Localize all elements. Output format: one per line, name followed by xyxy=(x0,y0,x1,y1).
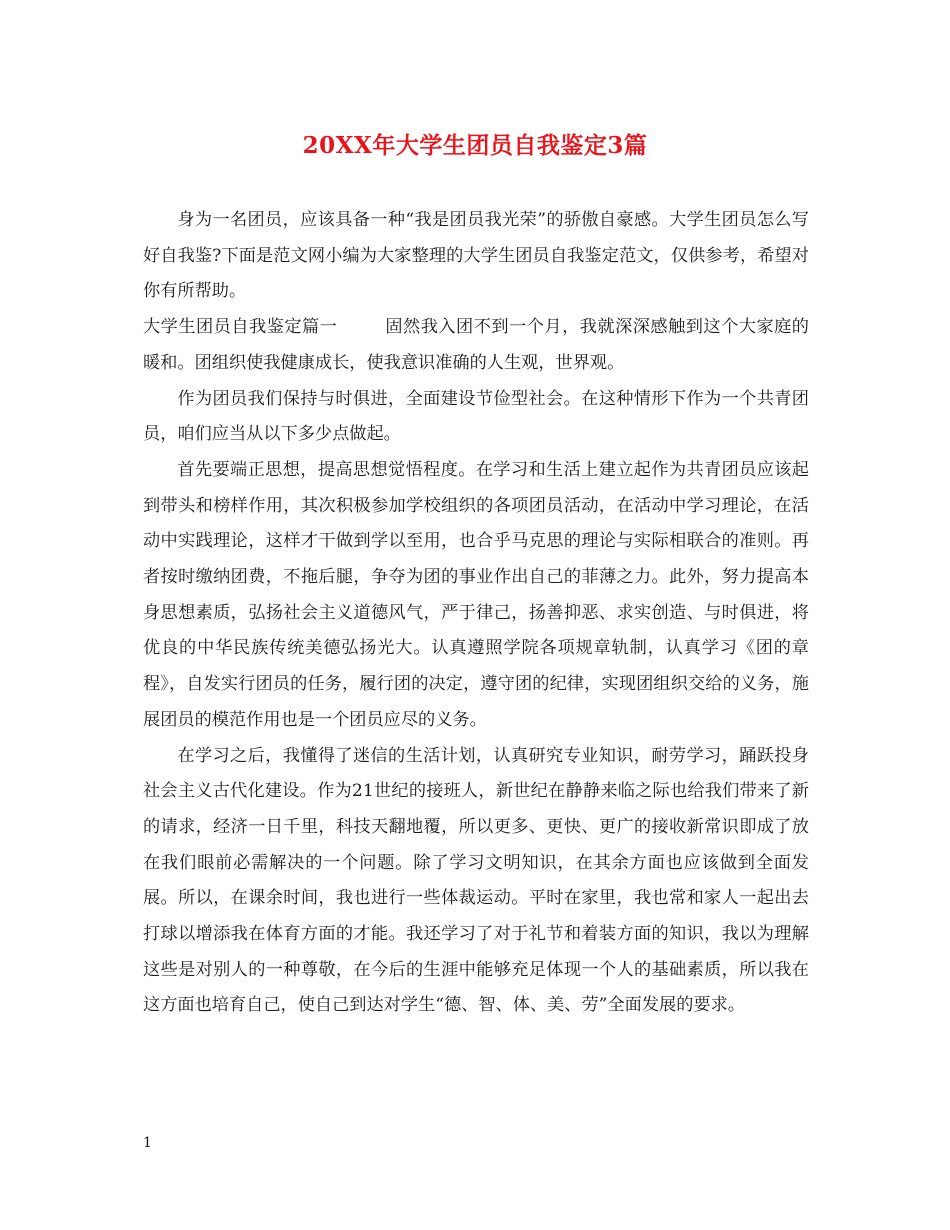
body-paragraph: 首先要端正思想，提高思想觉悟程度。在学习和生活上建立起作为共青团员应该起到带头和榜样作用，其次积极参加学校组织的各项团员活动，在活动中学习理论，在活动中实践理论，这样才干做到学以至用，也合乎马克思的理论与实际相联合的准则。再者按时缴纳团费，不拖后腿，争夺为团的事业作出自己的菲薄之力。此外，努力提高本身思想素质，弘扬社会主义道德风气，严于律己，扬善抑恶、求实创造、与时俱进，将优良的中华民族传统美德弘扬光大。认真遵照学院各项规章轨制，认真学习《团的章程》，自发实行团员的任务，履行团的决定，遵守团的纪律，实现团组织交给的义务，施展团员的模范作用也是一个团员应尽的义务。 xyxy=(143,459,809,730)
document-title: 20XX年大学生团员自我鉴定3篇 xyxy=(302,132,648,159)
section-heading: 大学生团员自我鉴定篇一 xyxy=(143,317,338,338)
document-body xyxy=(143,203,809,1024)
body-paragraph: 在学习之后，我懂得了迷信的生活计划，认真研究专业知识，耐劳学习，踊跃投身社会主义古代化建设。作为21世纪的接班人，新世纪在静静来临之际也给我们带来了新的请求，经济一日千里，科技天翻地覆，所以更多、更快、更广的接收新常识即成了放在我们眼前必需解决的一个问题。除了学习文明知识，在其余方面也应该做到全面发展。所以，在课余时间，我也进行一些体裁运动。平时在家里，我也常和家人一起出去打球以增添我在体育方面的才能。我还学习了对于礼节和着装方面的知识，我以为理解这些是对别人的一种尊敬，在今后的生涯中能够充足体现一个人的基础素质，所以我在这方面也培育自己，使自己到达对学生“德、智、体、美、劳”全面发展的要求。 xyxy=(143,745,809,1016)
page-number: 1 xyxy=(143,1135,152,1151)
section-text: 固然我入团不到一个月，我就深深感触到这个大家庭的暖和。团组织使我健康成长，使我意识准确的人生观，世界观。 xyxy=(143,317,809,373)
section-paragraph xyxy=(143,310,809,381)
body-paragraph: 作为团员我们保持与时俱进，全面建设节俭型社会。在这种情形下作为一个共青团员，咱们应当从以下多少点做起。 xyxy=(143,388,809,445)
intro-paragraph: 身为一名团员，应该具备一种“我是团员我光荣”的骄傲自豪感。大学生团员怎么写好自我鉴?下面是范文网小编为大家整理的大学生团员自我鉴定范文，仅供参考，希望对你有所帮助。 xyxy=(143,210,809,302)
